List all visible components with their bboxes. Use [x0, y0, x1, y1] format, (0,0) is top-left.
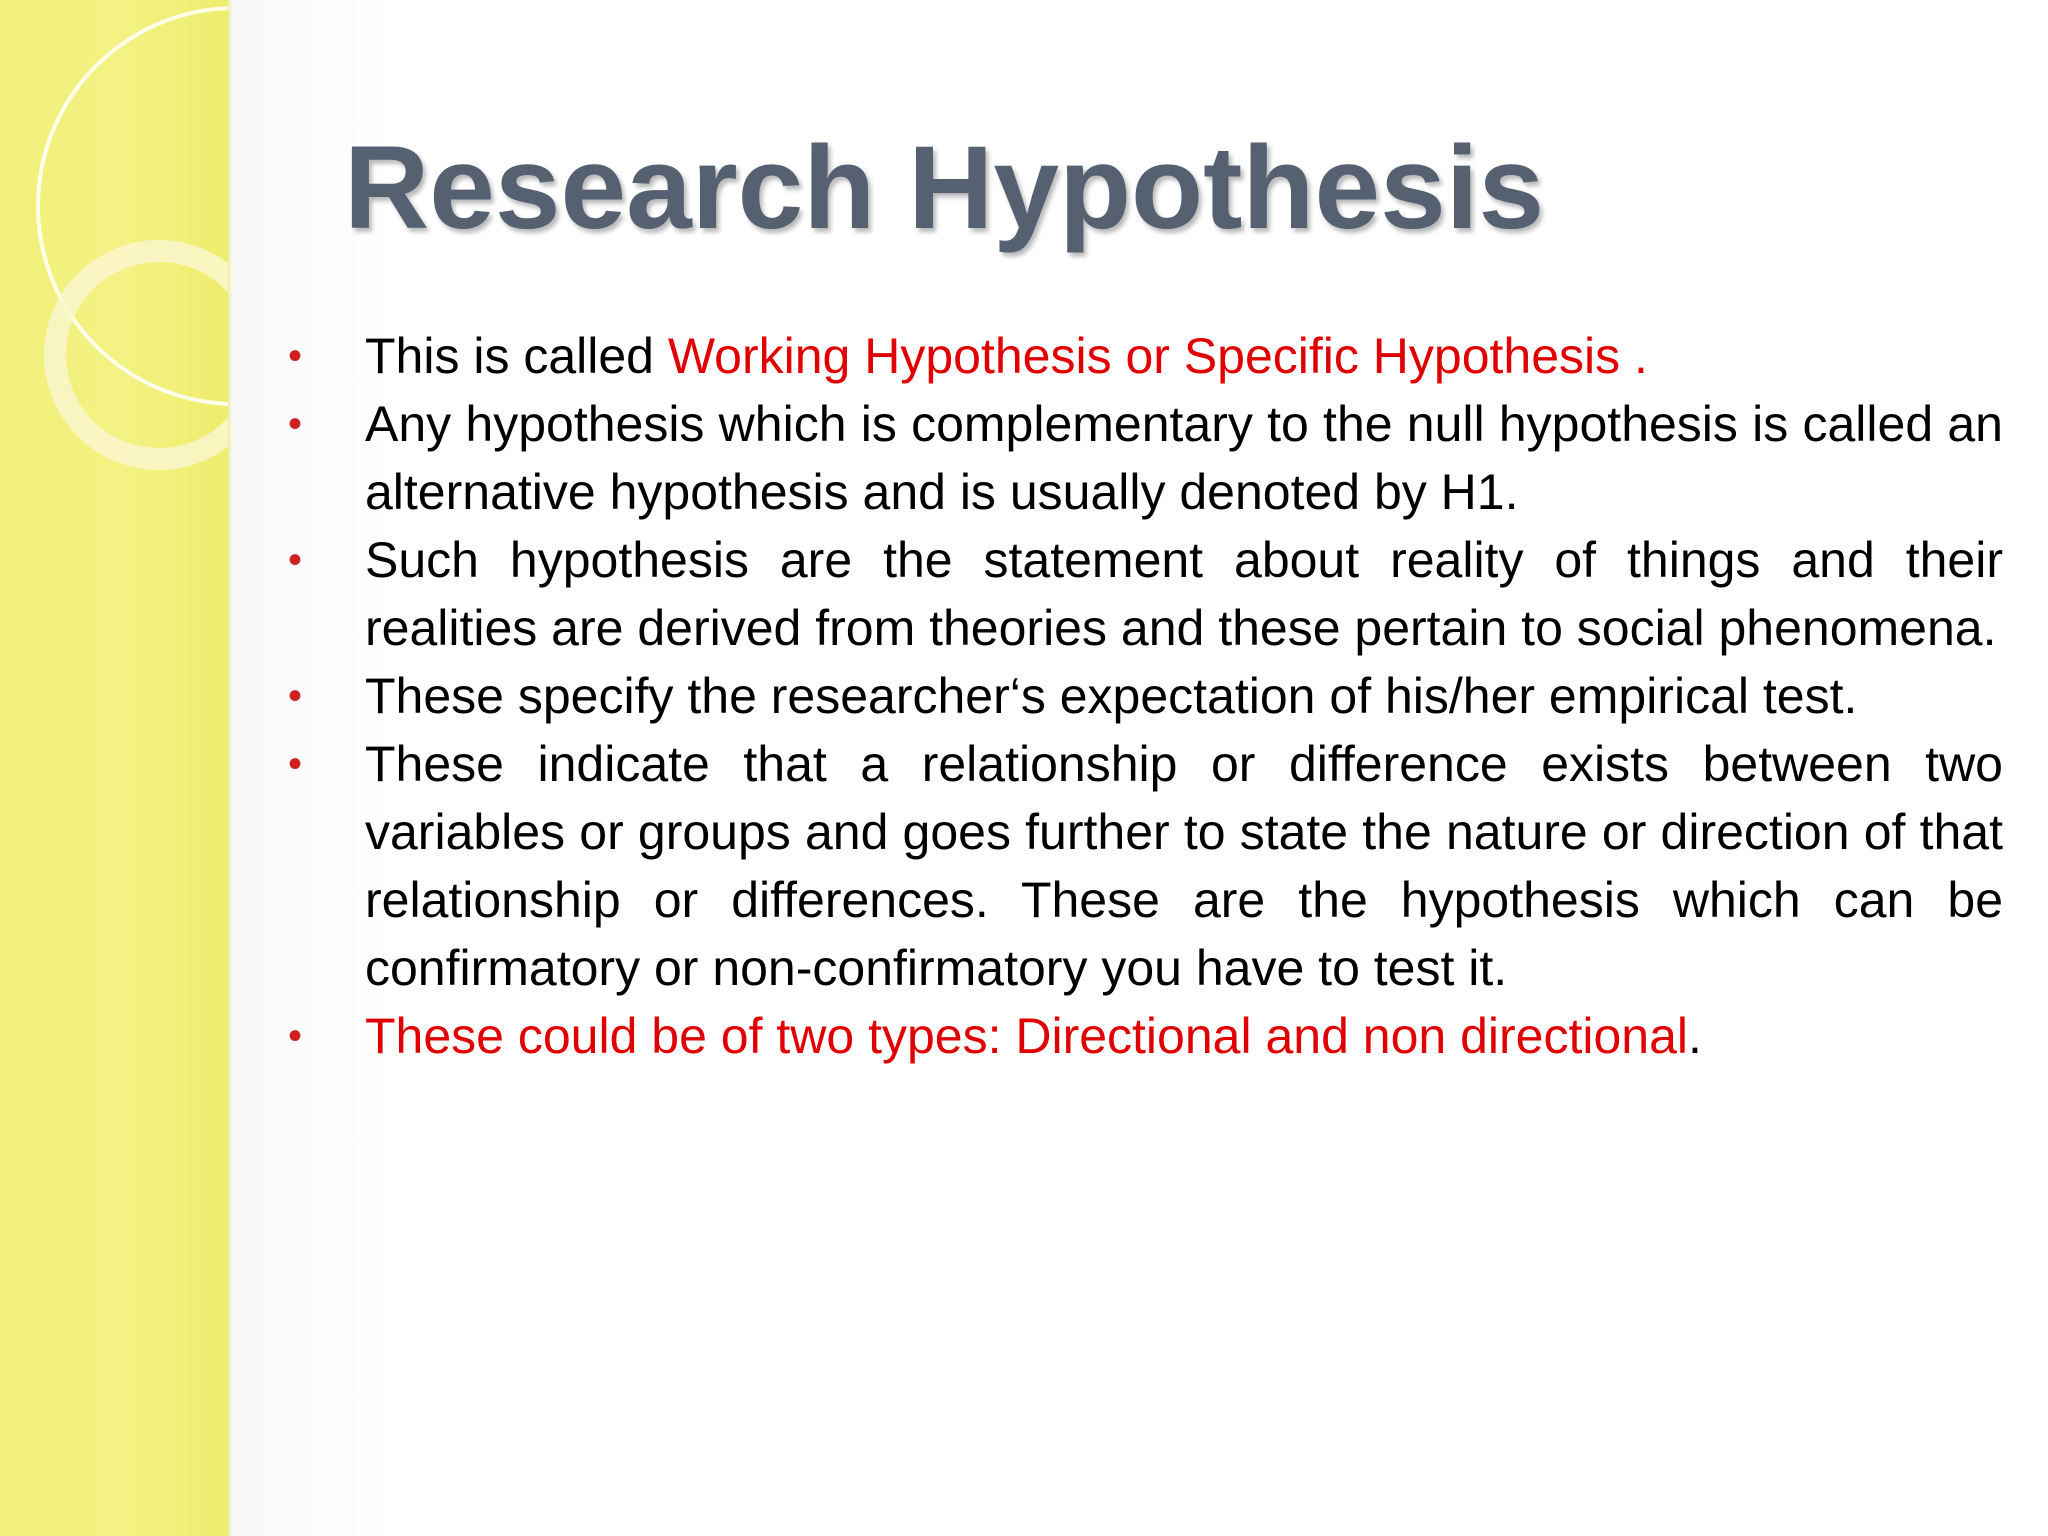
- bullet-list: [288, 322, 2003, 1070]
- bullet-dot-icon: •: [288, 742, 303, 786]
- bullet-dot-icon: •: [288, 402, 303, 446]
- bullet-text: Such hypothesis are the statement about reality of things and their realities are derived from theories and these pertain to social phenomena.: [365, 532, 2003, 656]
- bullet-dot-icon: •: [288, 1014, 303, 1058]
- bullet-item-working-hypothesis: [288, 322, 2003, 390]
- bullet-text: Any hypothesis which is complementary to the null hypothesis is called an alternative hypothesis and is usually denoted by H1.: [365, 396, 2003, 520]
- bullet-highlight-text: These could be of two types: Directional and non directional: [365, 1008, 1688, 1064]
- bullet-text: These specify the researcher‘s expectation of his/her empirical test.: [365, 668, 1858, 724]
- bullet-text: These indicate that a relationship or difference exists between two variables or groups and goes further to state the nature or direction of that relationship or differences. These are the hypothesis which can be confirmatory or non-confirmatory you have to test it.: [365, 736, 2003, 996]
- bullet-item-two-types: [288, 1002, 2003, 1070]
- bullet-text: This is called: [365, 328, 668, 384]
- slide-title: Research Hypothesis: [344, 122, 1545, 254]
- bullet-item-relationship-difference: [288, 730, 2003, 1002]
- bullet-tail-text: .: [1688, 1008, 1702, 1064]
- bullet-item-alternative-hypothesis: [288, 390, 2003, 526]
- decorative-rings: [0, 0, 228, 1536]
- bullet-dot-icon: •: [288, 674, 303, 718]
- bullet-highlight-text: Working Hypothesis or Specific Hypothesis .: [667, 328, 1648, 384]
- bullet-dot-icon: •: [288, 334, 303, 378]
- bullet-dot-icon: •: [288, 538, 303, 582]
- bullet-item-reality-statement: [288, 526, 2003, 662]
- bullet-item-researcher-expectation: [288, 662, 2003, 730]
